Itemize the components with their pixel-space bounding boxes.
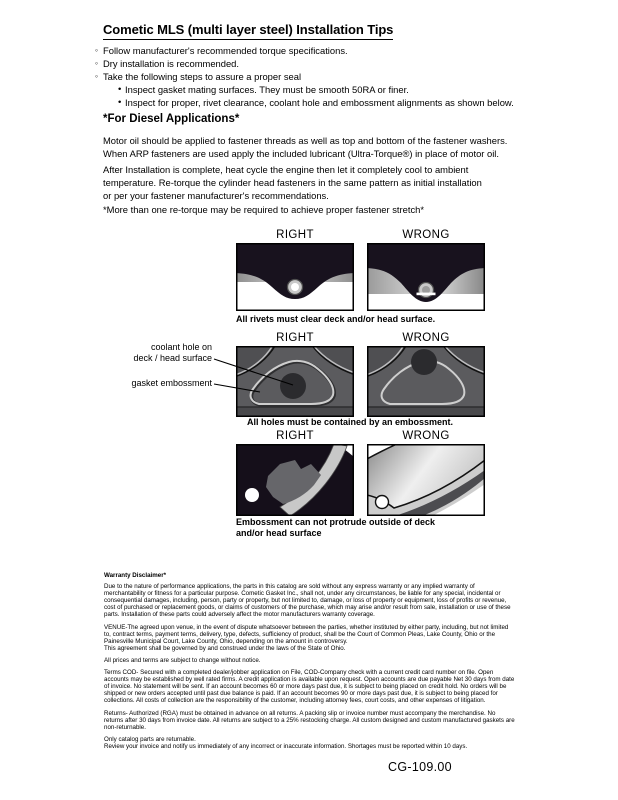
disclaimer-paragraph: All prices and terms are subject to change without notice. bbox=[104, 656, 261, 664]
bullet-marker: • bbox=[118, 84, 122, 95]
annotation-line: coolant hole on bbox=[150, 342, 212, 352]
text-line: After Installation is complete, heat cycle the engine then let it completely cool to ambient bbox=[103, 164, 469, 175]
installation-tips-list bbox=[95, 44, 514, 109]
row2-caption: All holes must be contained by an embossment. bbox=[247, 417, 454, 427]
bullet-marker: ◦ bbox=[95, 45, 99, 55]
wrong-label-row2: WRONG bbox=[402, 332, 450, 344]
diesel-paragraph-2 bbox=[103, 163, 482, 202]
bullet-marker: ◦ bbox=[95, 58, 99, 68]
disclaimer-paragraph: Returns- Authorized (RGA) must be obtained in advance on all returns. A packing slip or invoice number must accompany the merchandise. No returns after 30 days from invoice date. All returns are subject to a 25% restocking charge. All custom designed and custom manufactured gaskets are non-returnable. bbox=[104, 709, 515, 731]
text-line: When ARP fasteners are used apply the included lubricant (Ultra-Torque®) in place of motor oil. bbox=[103, 148, 499, 159]
list-item bbox=[95, 57, 514, 70]
caption-line: and/or head surface bbox=[236, 527, 322, 538]
list-item-text: Inspect gasket mating surfaces. They must be smooth 50RA or finer. bbox=[125, 84, 409, 95]
page-title: Cometic MLS (multi layer steel) Installation Tips bbox=[103, 22, 393, 40]
gasket-embossment-annotation: gasket embossment bbox=[131, 378, 212, 388]
right-label-row3: RIGHT bbox=[276, 430, 314, 442]
caption-line: Embossment can not protrude outside of deck bbox=[236, 517, 436, 527]
list-item-text: Follow manufacturer's recommended torque specifications. bbox=[103, 45, 348, 56]
list-item-text: Dry installation is recommended. bbox=[103, 58, 239, 69]
sub-list-item bbox=[95, 83, 514, 96]
diesel-paragraph-1 bbox=[103, 134, 507, 160]
right-label-row1: RIGHT bbox=[276, 229, 314, 241]
disclaimer-heading: Warranty Disclaimer* bbox=[104, 572, 167, 579]
retorque-note: *More than one re-torque may be required to achieve proper fastener stretch* bbox=[103, 204, 425, 215]
list-item-text: Inspect for proper, rivet clearance, coolant hole and embossment alignments as shown below. bbox=[125, 97, 514, 108]
right-label-row2: RIGHT bbox=[276, 332, 314, 344]
wrong-label-row1: WRONG bbox=[402, 229, 450, 241]
warranty-disclaimer bbox=[104, 572, 516, 750]
list-item-text: Take the following steps to assure a proper seal bbox=[103, 71, 302, 82]
diagram-section bbox=[0, 228, 618, 550]
row3-caption bbox=[236, 517, 435, 538]
sub-list-item bbox=[95, 96, 514, 109]
text-line: temperature. Re-torque the cylinder head fasteners in the same pattern as initial installation bbox=[103, 177, 482, 188]
text-line: or per your fastener manufacturer's recommendations. bbox=[103, 190, 329, 201]
disclaimer-paragraph: Review your invoice and notify us immediately of any incorrect or inaccurate information. Shortages must be reported within 10 days. bbox=[104, 742, 468, 750]
list-item bbox=[95, 70, 514, 83]
bullet-marker: ◦ bbox=[95, 71, 99, 81]
row1-caption: All rivets must clear deck and/or head surface. bbox=[236, 314, 436, 324]
page-number: CG-109.00 bbox=[388, 760, 452, 774]
disclaimer-paragraph: This agreement shall be governed by and construed under the laws of the State of Ohio. bbox=[104, 644, 346, 652]
disclaimer-paragraph: Due to the nature of performance applications, the parts in this catalog are sold without any express warranty or any implied warranty of merchantability or fitness for a particular purpose. Cometic Gasket Inc., shall not, under any circumstances, be liable for any special, incidental or consequential damages, including, person, party or property, but not limited to, damage, or loss of property or equipment, loss of profits or revenue, cost of purchased or replacement goods, or claims of customers of the purchase, which may arise and/or result from sale, installation or use of these parts. Installation of these parts could adversely affect the motor manufacturers warranty coverage. bbox=[104, 583, 511, 619]
list-item bbox=[95, 44, 514, 57]
embossment-protrusion-right-diagram bbox=[236, 444, 354, 516]
embossment-protrusion-wrong-diagram bbox=[367, 444, 485, 516]
disclaimer-paragraph: Only catalog parts are returnable. bbox=[104, 735, 196, 743]
disclaimer-paragraph: Terms COD- Secured with a completed dealer/jobber application on File, COD-Company check with a current credit card number on file. Open accounts may be established by well rated firms. A credit application is available upon request. Open accounts are due payable Net 30 days from date of invoice. No statement will be sent. If an account becomes 60 or more days past due, it is subject to being placed on credit hold. No orders will be shipped or new orders accepted until past due balance is paid. If an account becomes 90 or more days past due, it is subject to being placed for collections. All costs of collection are the responsibility of the customer, including attorney fees, court costs, and other expenses of litigation. bbox=[104, 669, 515, 705]
bullet-marker: • bbox=[118, 97, 122, 108]
diesel-applications-heading: *For Diesel Applications* bbox=[103, 113, 240, 125]
disclaimer-paragraph: VENUE-The agreed upon venue, in the event of dispute whatsoever between the parties, whether instituted by either party, including, but not limited to, contract terms, payment terms, delivery, type, defects, sufficiency of product, shall be the Court of Common Pleas, Lake County, Ohio or the Painesville Municipal Court, Lake County, Ohio, depending on the amount in controversy. bbox=[104, 623, 509, 645]
wrong-label-row3: WRONG bbox=[402, 430, 450, 442]
annotation-line: deck / head surface bbox=[133, 352, 212, 363]
text-line: Motor oil should be applied to fastener threads as well as top and bottom of the fastener washers. bbox=[103, 135, 508, 146]
